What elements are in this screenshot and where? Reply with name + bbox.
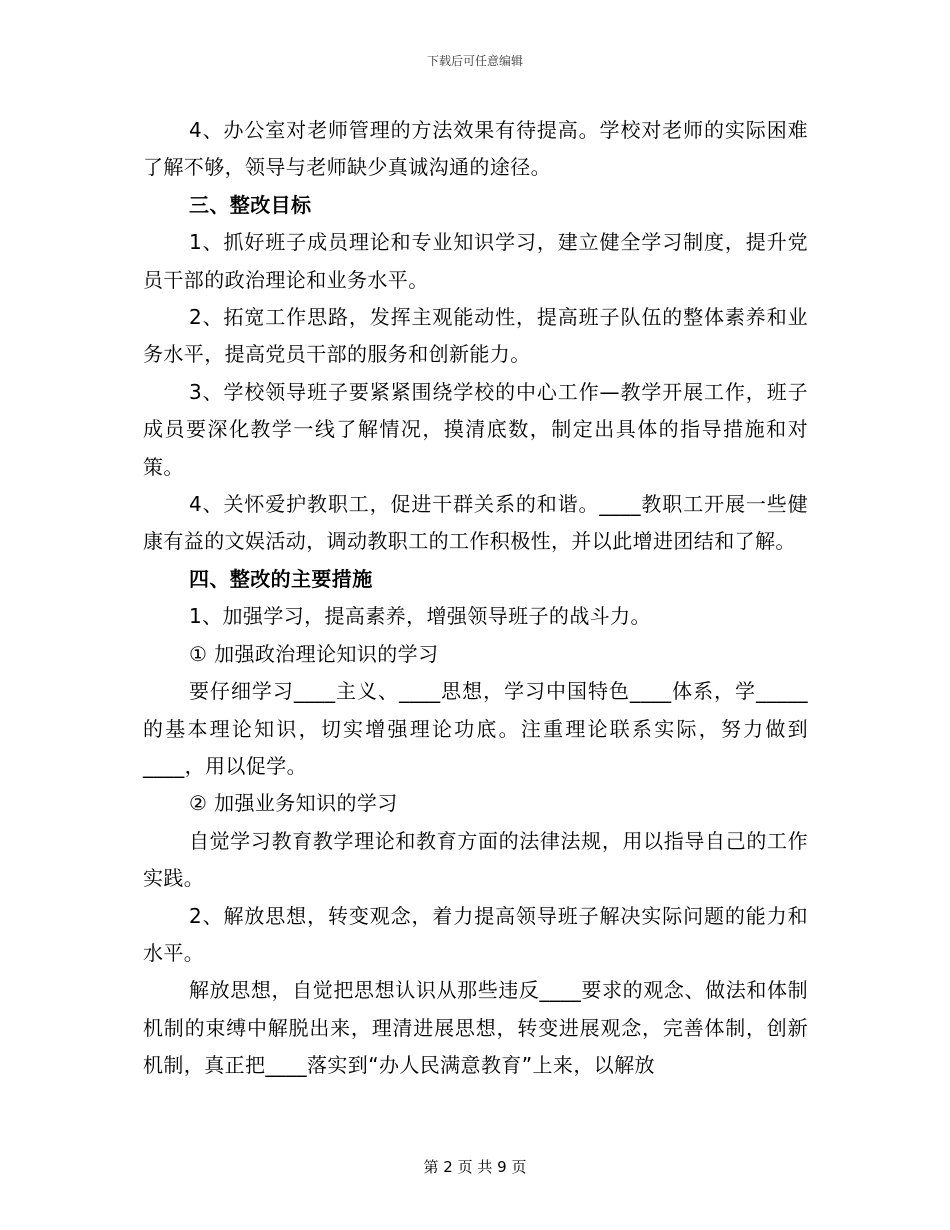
- paragraph-goal-2: 2、拓宽工作思路，发挥主观能动性，提高班子队伍的整体素养和业务水平，提高党员干部的服务和创新能力。: [143, 305, 808, 367]
- paragraph-goal-4: 4、关怀爱护教职工，促进干群关系的和谐。____教职工开展一些健康有益的文娱活动，调动教职工的工作积极性，并以此增进团结和了解。: [143, 492, 808, 554]
- document-body: [143, 112, 808, 1085]
- paragraph-goal-1: 1、抓好班子成员理论和专业知识学习，建立健全学习制度，提升党员干部的政治理论和业务水平。: [143, 230, 808, 292]
- section-heading-goals: 三、整改目标: [189, 192, 312, 217]
- paragraph-emancipate-thinking: 解放思想，自觉把思想认识从那些违反____要求的观念、做法和体制机制的束缚中解脱出来，理清进展思想，转变进展观念，完善体制，创新机制，真正把____落实到“办人民满意教育”上来，以解放: [143, 978, 808, 1078]
- paragraph-political-theory: 要仔细学习____主义、____思想，学习中国特色____体系，学_____的基本理论知识，切实增强理论功底。注重理论联系实际，努力做到____，用以促学。: [143, 679, 808, 778]
- paragraph-goal-3: 3、学校领导班子要紧紧围绕学校的中心工作—教学开展工作，班子成员要深化教学一线了解情况，摸清底数，制定出具体的指导措施和对策。: [143, 379, 808, 479]
- page-header: 下载后可任意编辑: [426, 54, 523, 68]
- paragraph-measure-2: 2、解放思想，转变观念，着力提高领导班子解决实际问题的能力和水平。: [143, 903, 808, 965]
- paragraph-measure-1: 1、加强学习，提高素养，增强领导班子的战斗力。: [189, 604, 651, 629]
- section-heading-measures: 四、整改的主要措施: [189, 566, 373, 591]
- paragraph-problem-4: 4、办公室对老师管理的方法效果有待提高。学校对老师的实际困难了解不够，领导与老师缺少真诚沟通的途径。: [143, 118, 808, 180]
- subheading-political-theory: ① 加强政治理论知识的学习: [189, 641, 439, 666]
- page-footer: 第 2 页 共 9 页: [423, 1158, 527, 1176]
- paragraph-business-knowledge: 自觉学习教育教学理论和教育方面的法律法规，用以指导自己的工作实践。: [143, 828, 808, 891]
- subheading-business-knowledge: ② 加强业务知识的学习: [189, 791, 398, 816]
